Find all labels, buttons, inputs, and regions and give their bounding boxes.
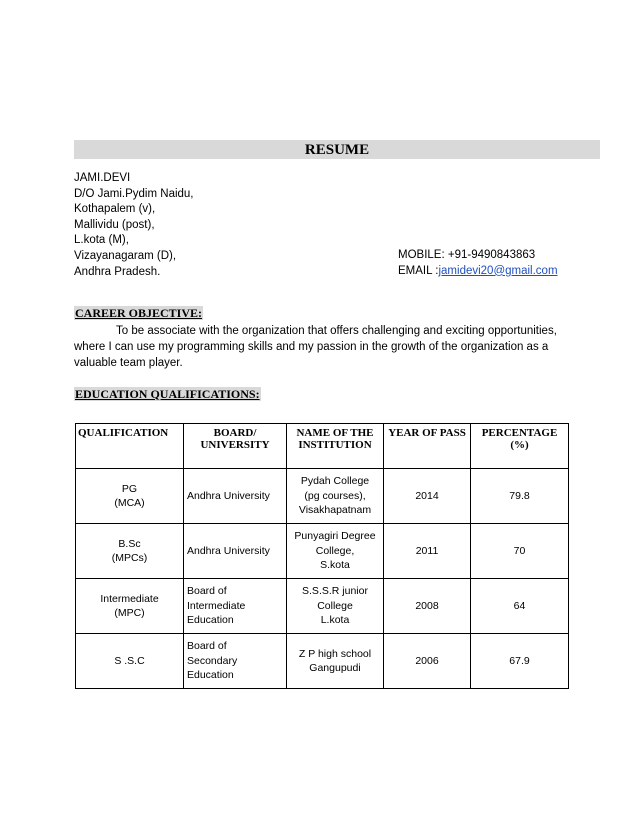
cell-institution (287, 579, 384, 634)
cell-percentage: 79.8 (471, 469, 569, 524)
cell-board-line: Andhra University (187, 544, 270, 557)
address-line: Andhra Pradesh. (74, 265, 161, 278)
table-row (76, 634, 569, 689)
address-line: L.kota (M), (74, 234, 129, 247)
table-row (76, 469, 569, 524)
header-qualification: QUALIFICATION (76, 424, 184, 469)
address-line: D/O Jami.Pydim Naidu, (74, 187, 194, 200)
cell-year: 2008 (384, 579, 471, 634)
cell-percentage: 67.9 (471, 634, 569, 689)
cell-board-line: Andhra University (187, 489, 270, 502)
cell-board-line: Education (187, 669, 234, 682)
cell-institution-line: Z P high school (298, 647, 372, 660)
header-year: YEAR OF PASS (384, 424, 471, 469)
table-row (76, 579, 569, 634)
cell-board-line: Education (187, 614, 234, 627)
cell-board (184, 469, 287, 524)
address-line: JAMI.DEVI (74, 172, 131, 184)
cell-institution-line: Pydah College (300, 475, 370, 488)
resume-title: RESUME (74, 140, 600, 159)
mobile-line (398, 248, 558, 264)
table-row (76, 524, 569, 579)
cell-qualification-line: B.Sc (118, 537, 141, 550)
cell-qualification-line: (MPC) (114, 607, 145, 619)
address-line: Kothapalem (v), (74, 203, 156, 216)
cell-institution (287, 469, 384, 524)
career-objective-heading: CAREER OBJECTIVE: (75, 306, 203, 320)
cell-year: 2011 (384, 524, 471, 579)
address-line: Vizayanagaram (D), (74, 249, 177, 262)
email-label: EMAIL : (398, 264, 439, 277)
cell-qualification (76, 469, 184, 524)
cell-qualification-line: PG (121, 482, 138, 495)
cell-percentage: 64 (471, 579, 569, 634)
header-board: BOARD/ UNIVERSITY (184, 424, 287, 469)
email-line (398, 264, 558, 280)
mobile-label: MOBILE: (398, 249, 445, 261)
cell-institution-line: L.kota (320, 614, 350, 627)
header-percentage: PERCENTAGE (%) (471, 424, 569, 469)
education-heading: EDUCATION QUALIFICATIONS: (75, 387, 260, 401)
cell-institution-line: Gangupudi (309, 662, 361, 674)
cell-qualification-line: S .S.C (114, 654, 145, 667)
cell-board (184, 634, 287, 689)
cell-board (184, 524, 287, 579)
cell-qualification (76, 634, 184, 689)
cell-qualification (76, 524, 184, 579)
cell-institution-line: Punyagiri Degree (294, 530, 376, 543)
cell-board (184, 579, 287, 634)
cell-institution-line: Visakhapatnam (298, 504, 372, 517)
education-table (75, 423, 569, 689)
cell-board-line: Board of (187, 640, 227, 653)
cell-institution (287, 634, 384, 689)
cell-qualification-line: (MCA) (114, 497, 145, 509)
cell-year: 2014 (384, 469, 471, 524)
address-line: Mallividu (post), (74, 218, 155, 231)
header-institution: NAME OF THE INSTITUTION (287, 424, 384, 469)
cell-year: 2006 (384, 634, 471, 689)
cell-institution-line: S.kota (320, 559, 350, 572)
career-objective-text (74, 324, 574, 371)
cell-qualification-line: Intermediate (100, 592, 159, 605)
email-link[interactable]: jamidevi20@gmail.com (438, 264, 558, 277)
cell-percentage: 70 (471, 524, 569, 579)
cell-board-line: Secondary (187, 654, 238, 667)
cell-board-line: Intermediate (187, 599, 246, 612)
cell-institution-line: S.S.S.R junior (302, 585, 368, 598)
cell-institution (287, 524, 384, 579)
career-objective-body: To be associate with the organization that offers challenging and exciting opportunities, where I can use my programming skills and my passion in the growth of the organization as a valuable team player. (74, 325, 557, 369)
cell-qualification-line: (MPCs) (111, 552, 148, 564)
contact-block (398, 248, 558, 279)
cell-institution-line: College (317, 599, 353, 612)
mobile-number: +91-9490843863 (447, 249, 536, 261)
cell-institution-line: (pg courses), (304, 489, 366, 502)
cell-board-line: Board of (187, 585, 227, 598)
table-header-row (76, 424, 569, 469)
address-block (74, 171, 194, 280)
cell-qualification (76, 579, 184, 634)
cell-institution-line: College, (315, 544, 355, 557)
